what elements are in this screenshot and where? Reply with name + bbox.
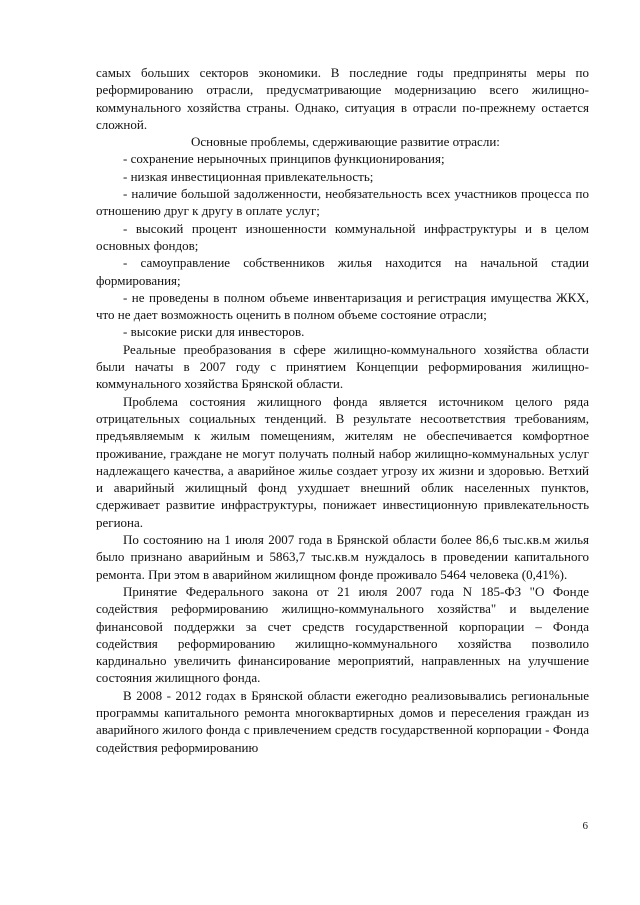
problems-heading: Основные проблемы, сдерживающие развитие отрасли: (191, 134, 500, 150)
federal-law-paragraph: Принятие Федерального закона от 21 июля 2007 года N 185-ФЗ "О Фонде содействия реформированию жилищно-коммунального хозяйства" и выделение финансовой поддержки за счет средств государственной корпорации – Фонда содействия реформированию жилищно-коммунального хозяйства позволило кардинально увеличить финансирование мероприятий, направленных на улучшение состояния жилищного фонда. (96, 583, 589, 686)
problem-list-item: - наличие большой задолженности, необязательность всех участников процесса по отношению друг к другу в оплате услуг; (96, 186, 589, 219)
problem-list-item: - высокий процент изношенности коммунальной инфраструктуры и в целом основных фондов; (96, 220, 589, 253)
reforms-paragraph: Реальные преобразования в сфере жилищно-коммунального хозяйства области были начаты в 2007 году с принятием Концепции реформирования жилищно-коммунального хозяйства Брянской области. (96, 341, 589, 392)
problem-list-item: - самоуправление собственников жилья находится на начальной стадии формирования; (96, 255, 589, 288)
problem-list-item: - высокие риски для инвесторов. (123, 324, 305, 340)
statistics-paragraph: По состоянию на 1 июля 2007 года в Брянской области более 86,6 тыс.кв.м жилья было признано аварийным и 5863,7 тыс.кв.м нуждалось в проведении капитального ремонта. При этом в аварийном жилищном фонде проживало 5464 человека (0,41%). (96, 532, 589, 582)
intro-paragraph: самых больших секторов экономики. В последние годы предприняты меры по реформированию отрасли, предусматривающие модернизацию всего жилищно-коммунального хозяйства страны. Однако, ситуация в отрасли по-прежнему остается сложной. (96, 65, 589, 132)
page-number: 6 (582, 820, 588, 832)
problem-list-item: - низкая инвестиционная привлекательность; (123, 168, 374, 184)
problem-list-item: - не проведены в полном объеме инвентаризация и регистрация имущества ЖКХ, что не дает возможность оценить в полном объеме состояние отрасли; (96, 289, 589, 323)
problem-list-item: - сохранение нерыночных принципов функционирования; (123, 151, 445, 167)
document-body (96, 64, 589, 756)
housing-state-paragraph: Проблема состояния жилищного фонда является источником целого ряда отрицательных социальных тенденций. В результате несоответствия требованиям, предъявляемым к жилым помещениям, жителям не обеспечивается комфортное проживание, граждане не могут получать полный набор жилищно-коммунальных услуг надлежащего качества, а аварийное жилье создает угрозу их жизни и здоровью. Ветхий и аварийный жилищный фонд ухудшает внешний облик населенных пунктов, сдерживает развитие инфраструктуры, понижает инвестиционную привлекательность региона. (96, 393, 589, 530)
programs-paragraph: В 2008 - 2012 годах в Брянской области ежегодно реализовывались региональные программы капитального ремонта многоквартирных домов и переселения граждан из аварийного жилого фонда с привлечением средств государственной корпорации - Фонда содействия реформированию (96, 687, 589, 755)
